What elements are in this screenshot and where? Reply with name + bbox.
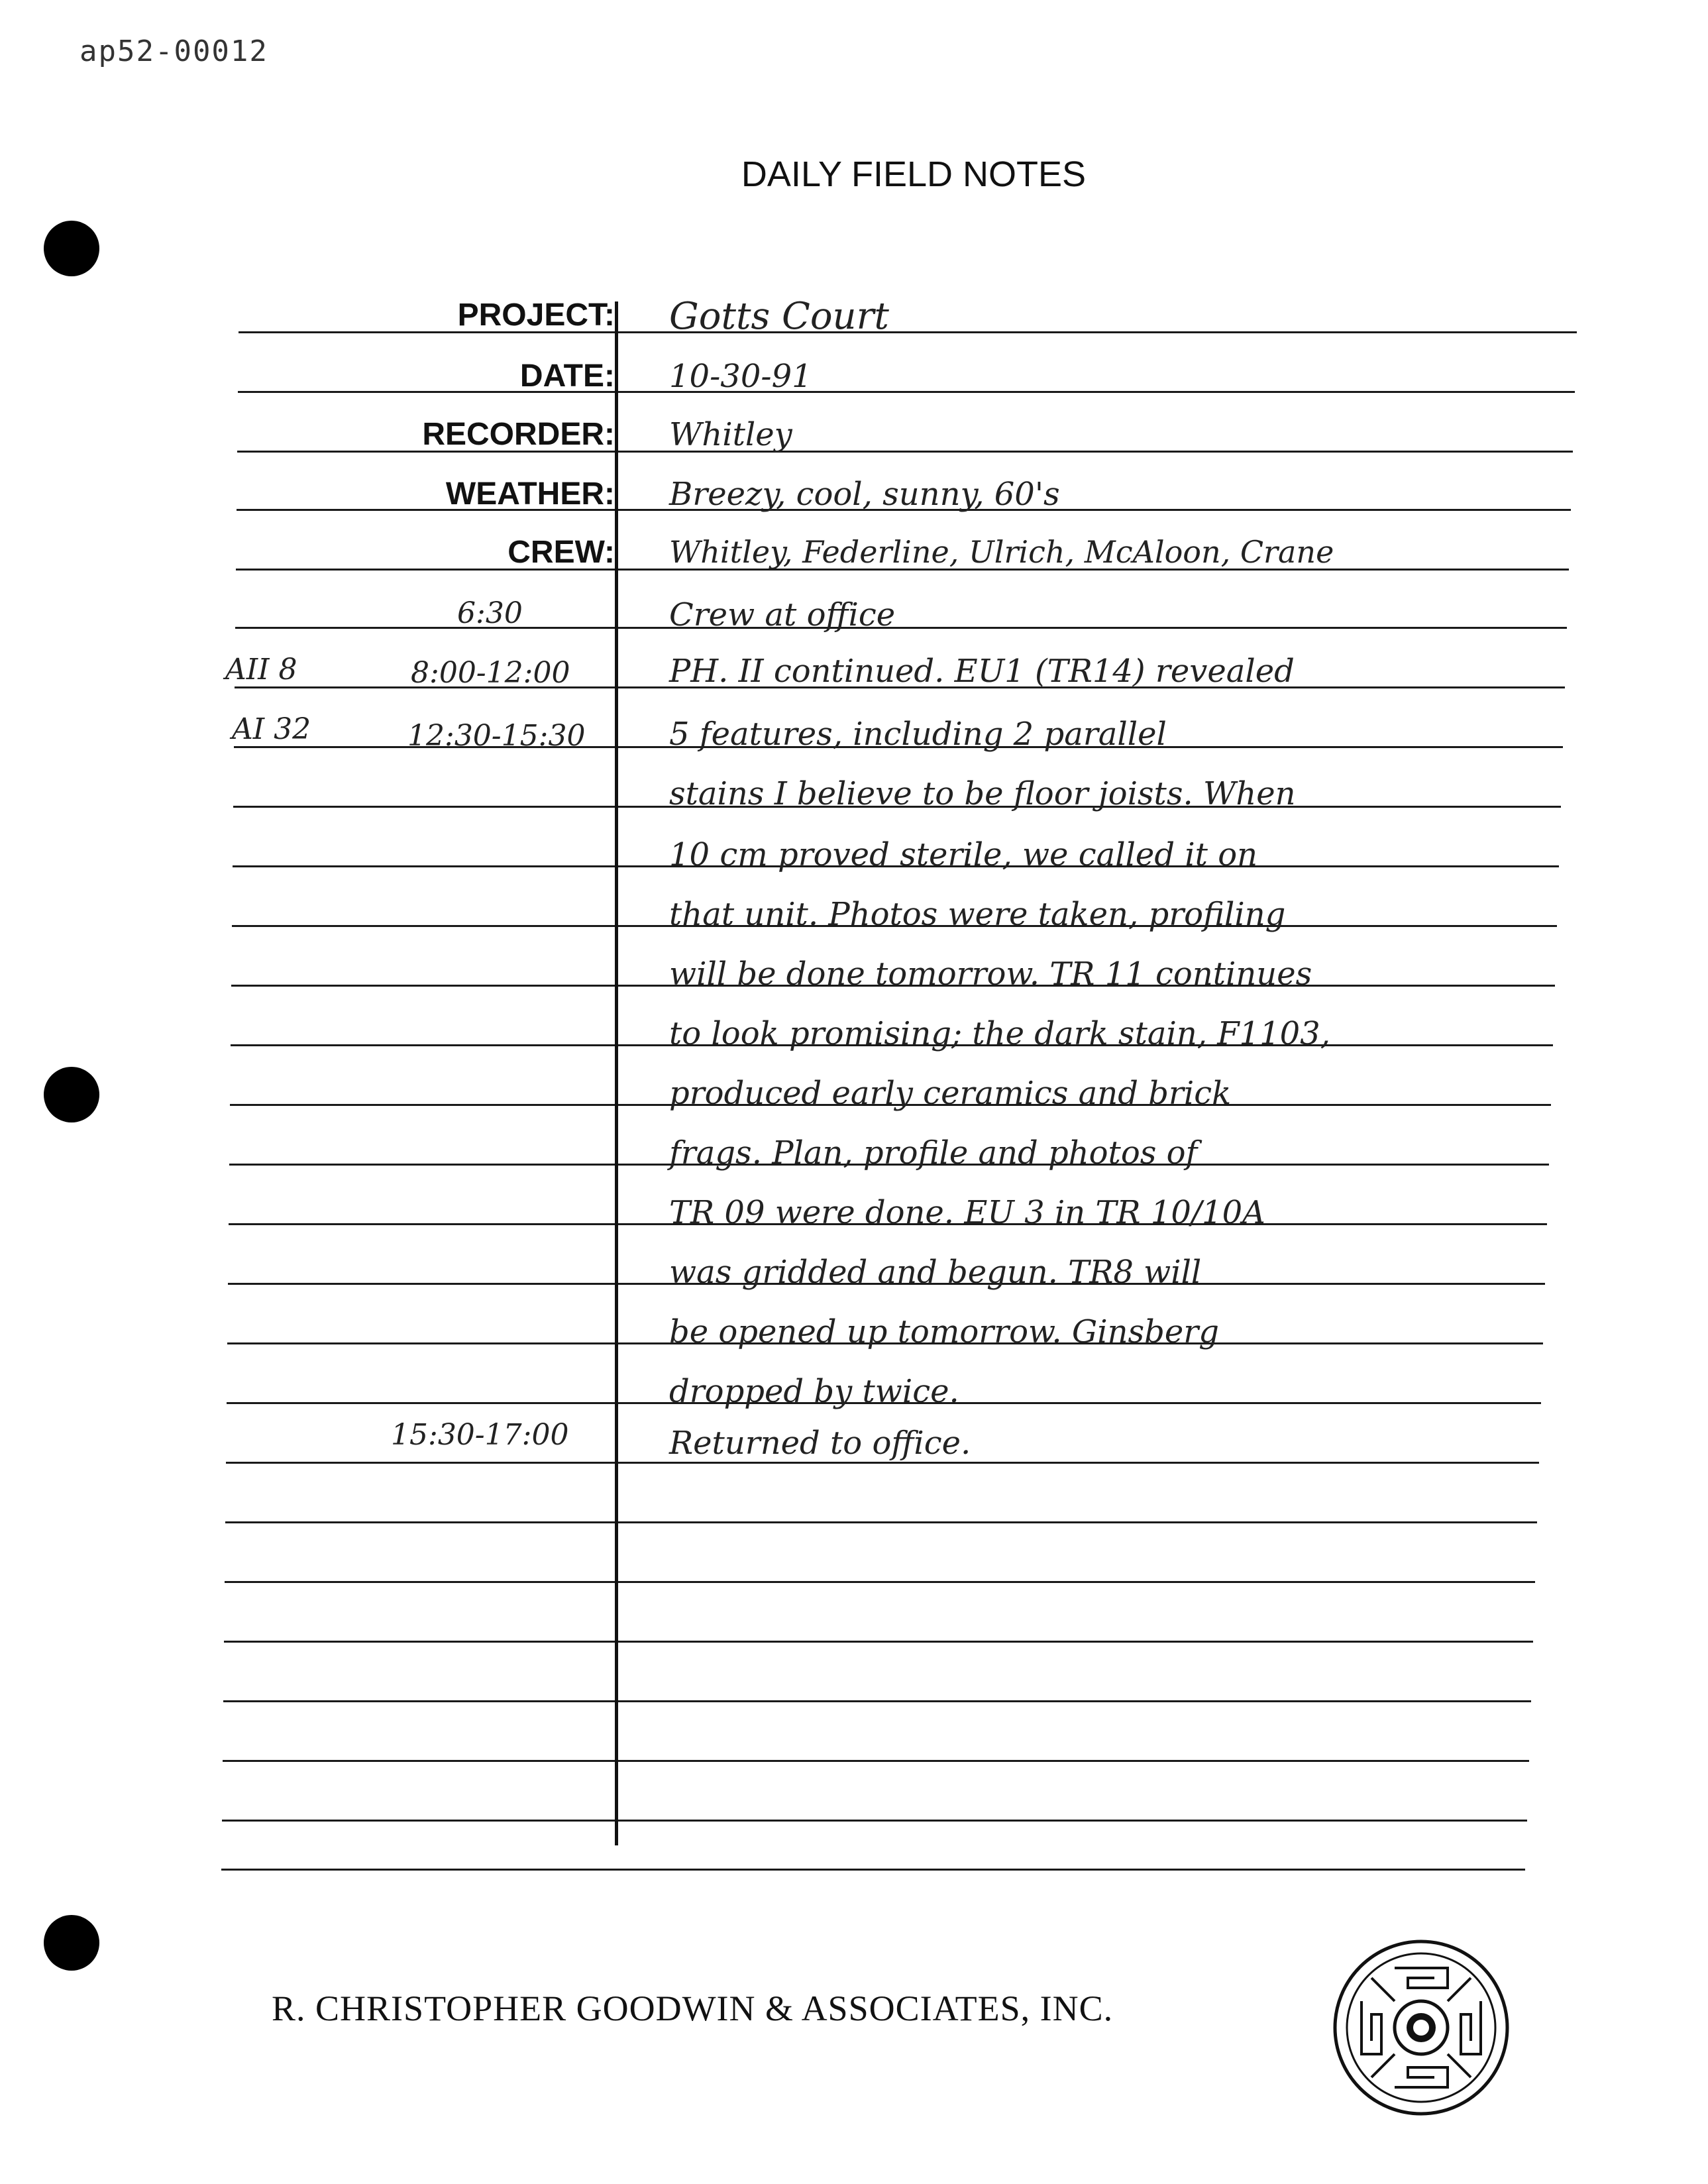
recorder-value: Whitley [669, 416, 792, 453]
log-line: will be done tomorrow. TR 11 continues [669, 956, 1312, 993]
ruled-line [223, 1760, 1529, 1762]
log-line: be opened up tomorrow. Ginsberg [669, 1313, 1219, 1350]
date-value: 10-30-91 [669, 358, 812, 395]
log-line: Crew at office [669, 596, 896, 633]
company-logo [1332, 1938, 1511, 2117]
log-ref: AI 32 [232, 712, 311, 746]
log-time: 15:30-17:00 [391, 1418, 569, 1452]
log-line: TR 09 were done. EU 3 in TR 10/10A [669, 1194, 1265, 1231]
ruled-line [225, 1521, 1537, 1523]
date-label: DATE: [519, 358, 615, 394]
ruled-line [223, 1700, 1531, 1702]
log-line: PH. II continued. EU1 (TR14) revealed [669, 653, 1295, 690]
log-line: Returned to office. [669, 1425, 971, 1462]
document-id: ap52-00012 [80, 34, 268, 68]
ruled-line [225, 1581, 1535, 1583]
punch-hole-middle [44, 1067, 99, 1122]
log-line: stains I believe to be floor joists. When [669, 775, 1296, 812]
ruled-line [239, 331, 1577, 333]
crew-label: CREW: [507, 535, 615, 570]
punch-hole-top [44, 221, 99, 276]
log-ref: AII 8 [225, 653, 297, 686]
log-line: 5 features, including 2 parallel [669, 716, 1167, 753]
log-line: frags. Plan, profile and photos of [669, 1134, 1198, 1172]
crew-value: Whitley, Federline, Ulrich, McAloon, Crane [669, 534, 1334, 570]
log-line: was gridded and begun. TR8 will [669, 1254, 1202, 1291]
project-label: PROJECT: [457, 298, 615, 333]
log-time: 12:30-15:30 [407, 719, 586, 753]
weather-label: WEATHER: [445, 476, 615, 512]
project-value: Gotts Court [669, 295, 889, 338]
log-line: dropped by twice. [669, 1373, 959, 1410]
ruled-line [221, 1869, 1525, 1871]
punch-hole-bottom [44, 1915, 99, 1971]
page-title: DAILY FIELD NOTES [741, 154, 1087, 194]
weather-value: Breezy, cool, sunny, 60's [669, 476, 1060, 513]
company-name: R. CHRISTOPHER GOODWIN & ASSOCIATES, INC. [272, 1989, 1114, 2028]
log-line: that unit. Photos were taken, profiling [669, 896, 1286, 933]
ruled-line [235, 627, 1567, 629]
ruled-line [224, 1641, 1533, 1643]
log-time: 6:30 [457, 596, 523, 630]
margin-line [615, 301, 618, 1845]
recorder-label: RECORDER: [422, 417, 615, 452]
ruled-line [222, 1820, 1527, 1822]
ruled-line [238, 391, 1575, 393]
ruled-line [226, 1462, 1539, 1464]
log-line: 10 cm proved sterile, we called it on [669, 836, 1258, 873]
log-time: 8:00-12:00 [411, 656, 570, 690]
log-line: to look promising; the dark stain, F1103, [669, 1015, 1330, 1052]
log-line: produced early ceramics and brick [669, 1075, 1232, 1112]
